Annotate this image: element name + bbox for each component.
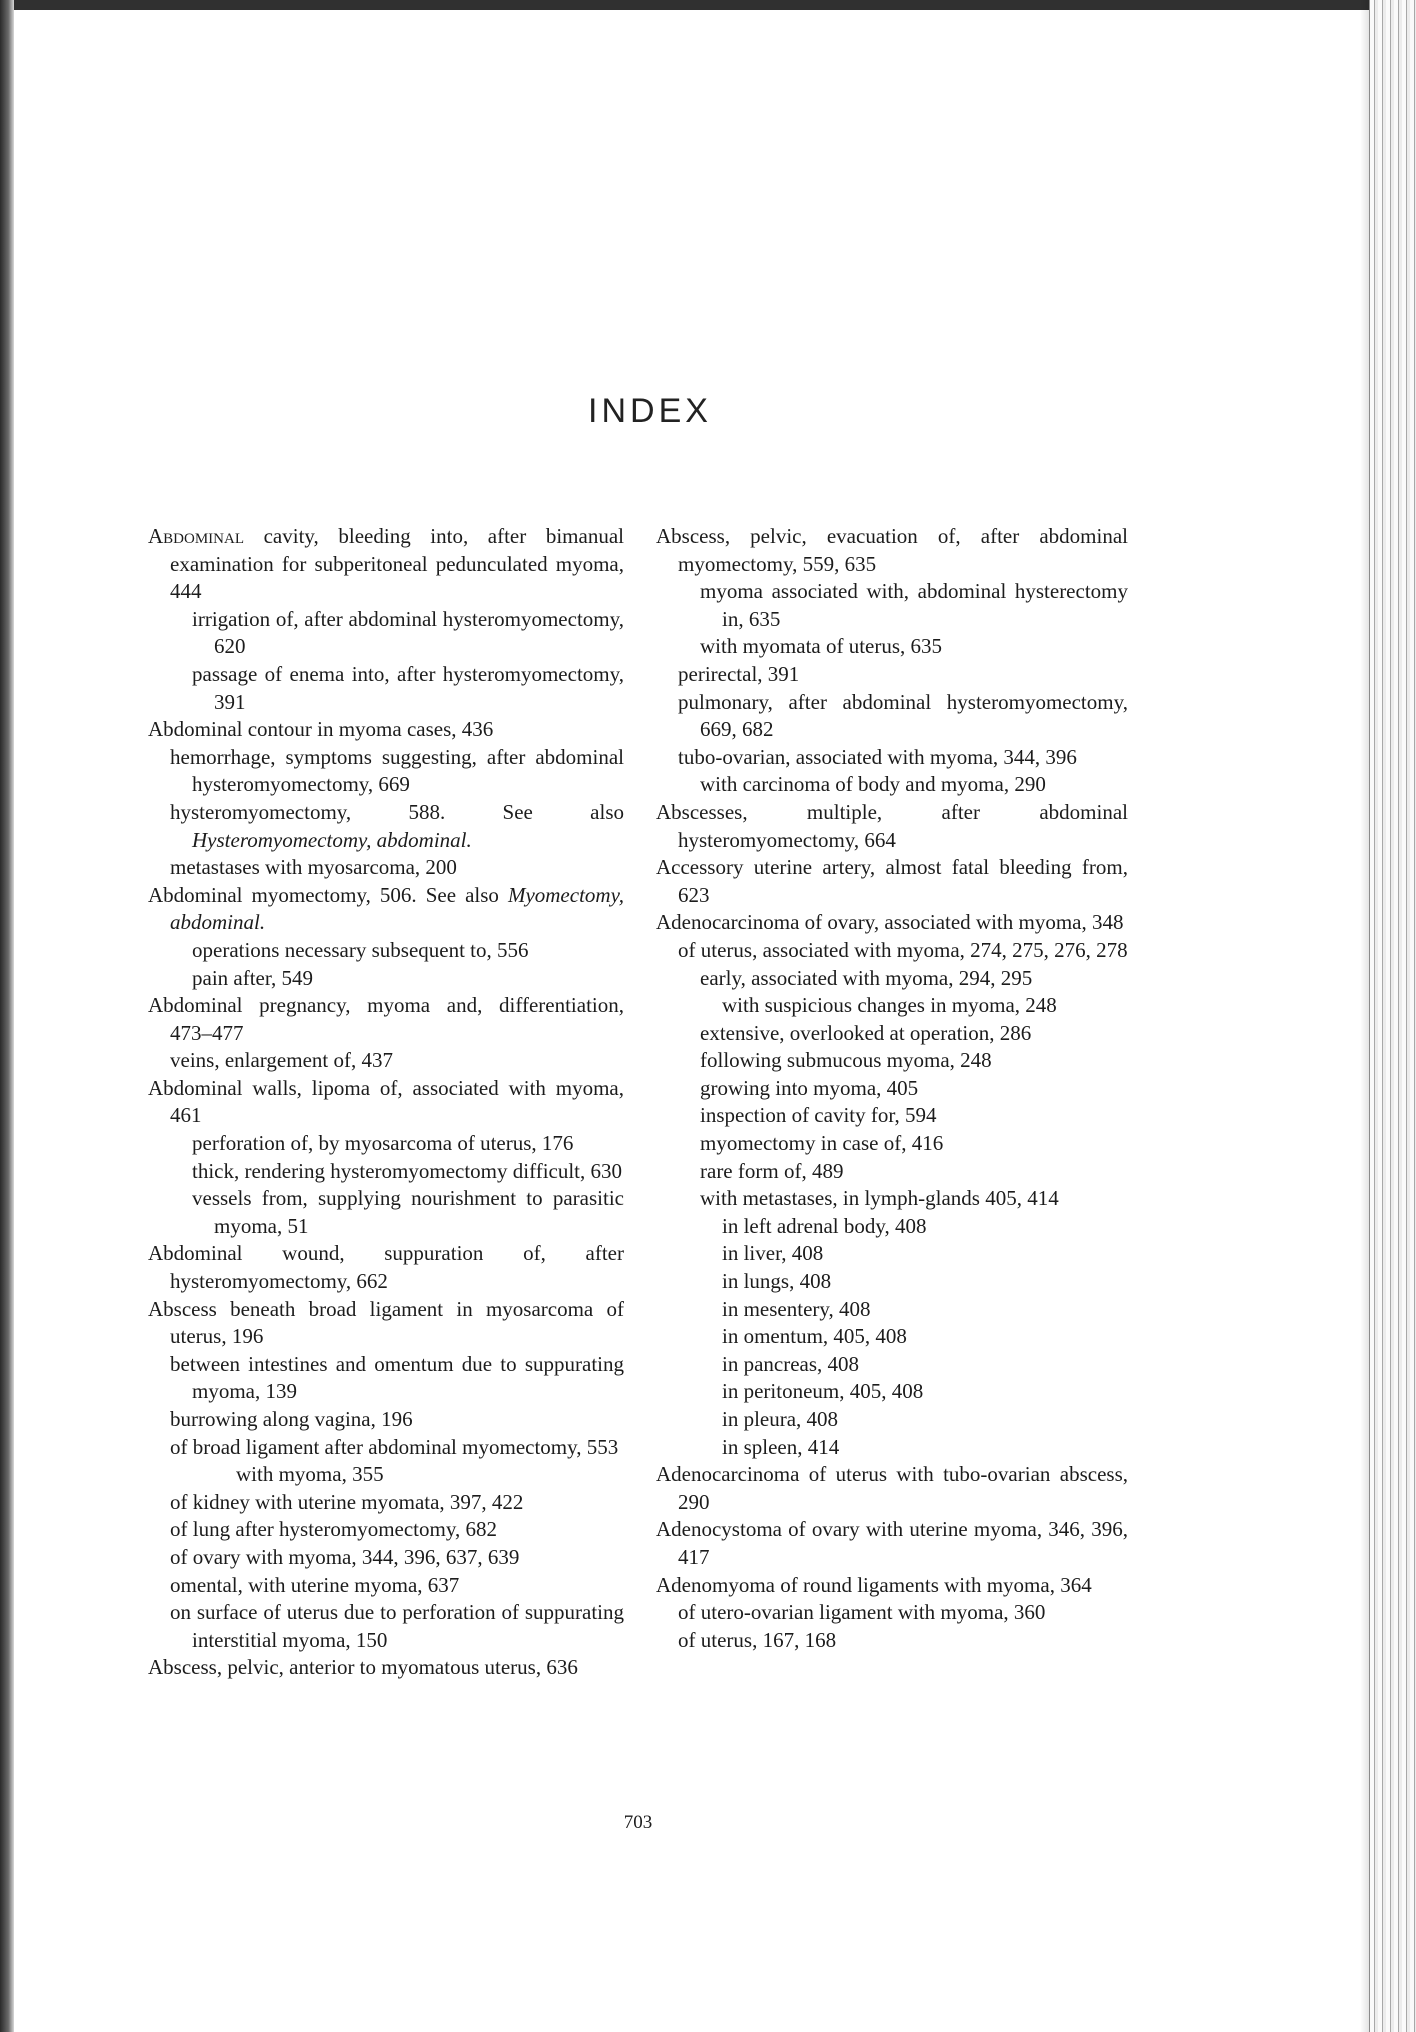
index-entry xyxy=(656,854,1128,909)
index-entry-text: of utero-ovarian ligament with myoma, 360 xyxy=(678,1600,1046,1625)
index-entry xyxy=(656,1516,1128,1571)
index-entry xyxy=(656,1406,1128,1434)
index-entry xyxy=(148,523,624,606)
index-entry-text: hemorrhage, symptoms suggesting, after abdominal hysteromyomectomy, 669 xyxy=(170,744,624,797)
index-entry xyxy=(656,1130,1128,1158)
index-entry-text: with metastases, in lymph-glands 405, 414 xyxy=(700,1186,1059,1211)
index-entry-text: extensive, overlooked at operation, 286 xyxy=(700,1020,1032,1045)
index-entry xyxy=(656,1102,1128,1130)
index-entry xyxy=(656,1323,1128,1351)
index-entry xyxy=(656,689,1128,744)
index-entry xyxy=(656,1268,1128,1296)
index-entry xyxy=(148,882,624,937)
index-entry xyxy=(656,1240,1128,1268)
index-entry-text: Abdominal myomectomy, 506. See also xyxy=(148,882,508,907)
index-entry xyxy=(148,965,624,993)
index-entry xyxy=(656,1075,1128,1103)
book-page-edges xyxy=(1369,0,1416,2032)
index-entry-text: passage of enema into, after hysteromyomectomy, 391 xyxy=(192,661,624,714)
index-entry xyxy=(656,771,1128,799)
index-entry-text: in lungs, 408 xyxy=(722,1269,832,1294)
index-entry xyxy=(148,661,624,716)
index-entry-text: in pancreas, 408 xyxy=(722,1351,860,1376)
index-entry-text: metastases with myosarcoma, 200 xyxy=(170,855,457,880)
index-column-left xyxy=(148,523,624,1682)
index-entry-text: pulmonary, after abdominal hysteromyomectomy, 669, 682 xyxy=(678,689,1128,742)
index-entry xyxy=(656,523,1128,578)
index-entry-cross-reference: Myomectomy, abdominal. xyxy=(170,882,624,935)
index-entry-text: pain after, 549 xyxy=(192,965,314,990)
index-entry xyxy=(656,661,1128,689)
index-entry-text: following submucous myoma, 248 xyxy=(700,1048,992,1073)
page-title: INDEX xyxy=(588,392,712,430)
index-entry-text: growing into myoma, 405 xyxy=(700,1075,919,1100)
index-entry-text: Abdominal wound, suppuration of, after hysteromyomectomy, 662 xyxy=(148,1241,624,1294)
index-entry xyxy=(148,1516,624,1544)
index-entry-text: perforation of, by myosarcoma of uterus, 176 xyxy=(192,1131,574,1156)
index-entry-text: Abdominal contour in myoma cases, 436 xyxy=(148,717,494,742)
index-entry xyxy=(148,1130,624,1158)
index-entry-text: omental, with uterine myoma, 637 xyxy=(170,1572,460,1597)
index-entry xyxy=(656,909,1128,937)
index-entry xyxy=(656,633,1128,661)
index-entry-text: of ovary with myoma, 344, 396, 637, 639 xyxy=(170,1544,520,1569)
index-entry xyxy=(148,799,624,854)
index-entry-text: with myoma, 355 xyxy=(236,1462,384,1487)
index-entry-text: vessels from, supplying nourishment to parasitic myoma, 51 xyxy=(192,1186,624,1238)
index-entry xyxy=(656,799,1128,854)
index-entry xyxy=(656,1158,1128,1186)
index-entry-text: hysteromyomectomy, 588. See also xyxy=(170,799,624,824)
index-entry-text: rare form of, 489 xyxy=(700,1158,844,1183)
index-entry xyxy=(656,965,1128,993)
index-entry-text: inspection of cavity for, 594 xyxy=(700,1103,937,1128)
index-entry xyxy=(148,1296,624,1351)
index-entry-text: Adenocarcinoma of ovary, associated with myoma, 348 xyxy=(656,910,1124,935)
index-entry-text: Accessory uterine artery, almost fatal bleeding from, 623 xyxy=(656,855,1128,907)
index-entry xyxy=(656,1296,1128,1324)
index-entry-text: of lung after hysteromyomectomy, 682 xyxy=(170,1517,497,1542)
index-entry xyxy=(148,1185,624,1240)
index-entry-text: on surface of uterus due to perforation of suppurating interstitial myoma, 150 xyxy=(170,1600,624,1652)
index-entry xyxy=(148,1489,624,1517)
index-entry-text: in spleen, 414 xyxy=(722,1434,840,1459)
index-entry-text: Abscess, pelvic, evacuation of, after abdominal myomectomy, 559, 635 xyxy=(656,524,1128,576)
index-entry xyxy=(148,1461,624,1489)
index-entry xyxy=(148,606,624,661)
index-entry xyxy=(656,992,1128,1020)
index-entry xyxy=(656,1047,1128,1075)
page-top-edge xyxy=(0,0,1416,10)
index-entry-text: of uterus, associated with myoma, 274, 275, 276, 278 xyxy=(678,937,1128,962)
index-column-right xyxy=(656,523,1128,1654)
index-entry-text: Abdominal pregnancy, myoma and, differentiation, 473–477 xyxy=(148,993,624,1045)
index-entry xyxy=(148,1351,624,1406)
index-entry xyxy=(148,1158,624,1186)
index-entry xyxy=(656,1020,1128,1048)
index-entry-heading: Abdominal xyxy=(148,524,244,548)
index-entry-text: cavity, bleeding into, after bimanual examination for subperitoneal pedunculated myoma, 444 xyxy=(170,524,624,604)
index-entry xyxy=(656,1434,1128,1462)
index-entry-text: Adenocarcinoma of uterus with tubo-ovarian abscess, 290 xyxy=(656,1462,1128,1514)
index-entry-text: in pleura, 408 xyxy=(722,1407,839,1431)
index-entry xyxy=(148,1572,624,1600)
index-entry xyxy=(656,1627,1128,1655)
index-entry-text: in left adrenal body, 408 xyxy=(722,1213,927,1238)
index-entry-text: thick, rendering hysteromyomectomy difficult, 630 xyxy=(192,1158,623,1183)
index-entry-text: burrowing along vagina, 196 xyxy=(170,1407,413,1431)
index-entry xyxy=(148,1240,624,1295)
index-entry-text: with carcinoma of body and myoma, 290 xyxy=(700,772,1046,797)
index-entry-text: veins, enlargement of, 437 xyxy=(170,1048,393,1073)
page-number: 703 xyxy=(623,1812,653,1833)
index-entry-text: Abscess, pelvic, anterior to myomatous uterus, 636 xyxy=(148,1655,578,1680)
index-entry xyxy=(148,854,624,882)
index-entry-text: Adenomyoma of round ligaments with myoma, 364 xyxy=(656,1572,1092,1597)
index-entry-text: in peritoneum, 405, 408 xyxy=(722,1379,924,1404)
index-entry xyxy=(656,1599,1128,1627)
index-entry-text: between intestines and omentum due to suppurating myoma, 139 xyxy=(170,1351,624,1404)
index-entry-text: tubo-ovarian, associated with myoma, 344, 396 xyxy=(678,744,1077,769)
index-entry xyxy=(656,1351,1128,1379)
index-entry-text: in liver, 408 xyxy=(722,1241,824,1266)
index-entry-text: Adenocystoma of ovary with uterine myoma, 346, 396, 417 xyxy=(656,1517,1128,1569)
book-spine-edge xyxy=(0,0,14,2032)
index-entry xyxy=(148,1075,624,1130)
index-entry xyxy=(656,1572,1128,1600)
index-entry xyxy=(656,744,1128,772)
index-entry xyxy=(148,1599,624,1654)
index-entry-text: of uterus, 167, 168 xyxy=(678,1627,837,1652)
index-entry-text: myomectomy in case of, 416 xyxy=(700,1131,944,1156)
index-entry-text: Abscesses, multiple, after abdominal hysteromyomectomy, 664 xyxy=(656,799,1128,852)
index-entry xyxy=(148,937,624,965)
index-entry xyxy=(148,744,624,799)
index-entry-text: of broad ligament after abdominal myomectomy, 553 xyxy=(170,1434,619,1459)
index-entry-cross-reference: Hysteromyomectomy, abdominal. xyxy=(192,827,472,852)
index-entry-text: early, associated with myoma, 294, 295 xyxy=(700,965,1033,990)
index-entry xyxy=(656,578,1128,633)
index-entry xyxy=(148,1047,624,1075)
index-entry-text: perirectal, 391 xyxy=(678,661,800,686)
index-entry xyxy=(148,716,624,744)
index-entry-text: in omentum, 405, 408 xyxy=(722,1324,907,1349)
index-entry xyxy=(656,1213,1128,1241)
index-entry-text: with myomata of uterus, 635 xyxy=(700,634,943,659)
index-entry xyxy=(148,1406,624,1434)
index-entry-text: myoma associated with, abdominal hysterectomy in, 635 xyxy=(700,579,1128,631)
index-entry xyxy=(148,992,624,1047)
index-entry-text: in mesentery, 408 xyxy=(722,1296,871,1321)
index-entry xyxy=(148,1434,624,1462)
index-entry-text: of kidney with uterine myomata, 397, 422 xyxy=(170,1489,524,1514)
index-entry-text: irrigation of, after abdominal hysteromyomectomy, 620 xyxy=(192,606,624,659)
index-entry xyxy=(656,1461,1128,1516)
index-entry-text: Abdominal walls, lipoma of, associated with myoma, 461 xyxy=(148,1075,624,1128)
index-entry xyxy=(656,937,1128,965)
index-entry xyxy=(656,1185,1128,1213)
index-entry xyxy=(656,1378,1128,1406)
index-entry xyxy=(148,1654,624,1682)
index-entry-text: with suspicious changes in myoma, 248 xyxy=(722,993,1057,1018)
index-entry-text: operations necessary subsequent to, 556 xyxy=(192,937,529,962)
index-entry-text: Abscess beneath broad ligament in myosarcoma of uterus, 196 xyxy=(148,1296,624,1349)
index-entry xyxy=(148,1544,624,1572)
